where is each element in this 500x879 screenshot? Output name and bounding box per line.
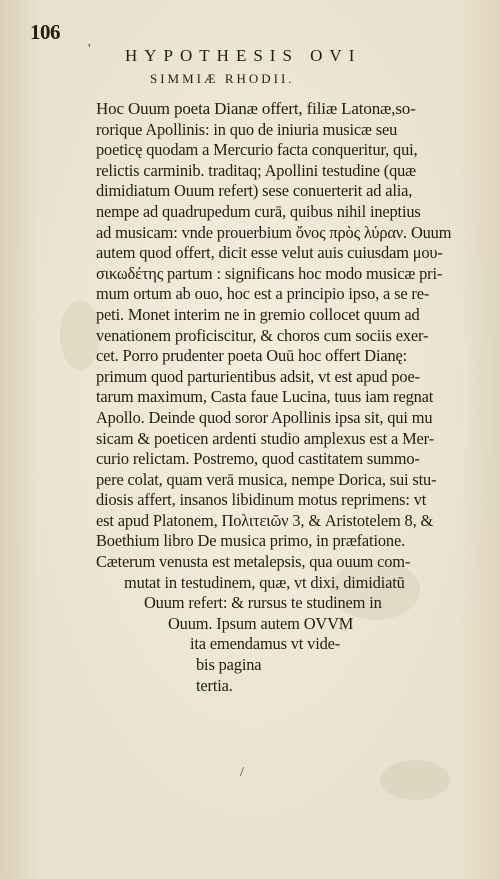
text-line: dimidiatum Ouum refert) sese conuerterit ad alia, (96, 181, 413, 201)
text-line: tarum maximum, Casta faue Lucina, tuus iam regnat (96, 387, 434, 407)
running-head-title: HYPOTHESIS OVI (125, 46, 362, 65)
text-line: ad musicam: vnde prouerbium ὄνος πρὸς λύραν. Ouum (96, 222, 452, 242)
text-line: pere colat, quam verā musica, nempe Dorica, sui stu- (96, 469, 437, 489)
margin-mark: ' (88, 42, 91, 57)
page-number: 106 (30, 20, 60, 44)
paper-stain (60, 300, 100, 370)
text-line: sicam & poeticen ardenti studio amplexus est a Mer- (96, 428, 434, 448)
text-line: venationem proficiscitur, & choros cum sociis exer- (96, 325, 429, 345)
text-line: poeticę quodam a Mercurio facta conqueritur, qui, (96, 140, 418, 160)
text-line: mutat in testudinem, quæ, vt dixi, dimidiatū (124, 572, 405, 592)
text-line: Apollo. Deinde quod soror Apollinis ipsa sit, qui mu (96, 407, 433, 427)
running-head-subtitle: SIMMIÆ RHODII. (150, 71, 295, 86)
text-line: cet. Porro prudenter poeta Ouū hoc offert Dianę: (96, 346, 408, 366)
text-line: ita emendamus vt vide- (190, 634, 341, 654)
text-line: curio relictam. Postremo, quod castitatem summo- (96, 449, 420, 469)
text-line: Ouum refert: & rursus te studinem in (144, 593, 382, 613)
body-text (96, 99, 500, 696)
text-line: rorique Apollinis: in quo de iniuria musicæ seu (96, 119, 398, 139)
text-line: nempe ad quadrupedum curā, quibus nihil ineptius (96, 201, 421, 221)
text-line: autem quod offert, dicit esse velut auis cuiusdam μου- (96, 243, 443, 263)
text-line: σικωδέτης partum : significans hoc modo musicæ pri- (96, 263, 443, 283)
text-line: est apud Platonem, Πολιτειῶν 3, & Aristotelem 8, & (96, 510, 434, 530)
text-line: primum quod parturientibus adsit, vt est apud poe- (96, 366, 420, 386)
paper-stain (380, 760, 450, 800)
text-line: diosis affert, insanos libidinum motus reprimens: vt (96, 490, 427, 510)
text-line: mum ortum ab ouo, hoc est a principio ipso, a se re- (96, 284, 430, 304)
text-line: Boethium libro De musica primo, in præfatione. (96, 531, 406, 551)
margin-mark: / (240, 765, 244, 780)
text-line: Hoc Ouum poeta Dianæ offert, filiæ Latonæ,so- (96, 99, 416, 118)
text-line: relictis carminib. traditaq; Apollini testudine (quæ (96, 160, 416, 180)
text-line: Ouum. Ipsum autem OVVM (168, 613, 354, 633)
text-line: bis pagina (196, 655, 262, 675)
text-line: Cæterum venusta est metalepsis, qua ouum com- (96, 552, 411, 572)
text-line: peti. Monet interim ne in gremio collocet quum ad (96, 304, 420, 324)
text-line: tertia. (196, 675, 233, 695)
